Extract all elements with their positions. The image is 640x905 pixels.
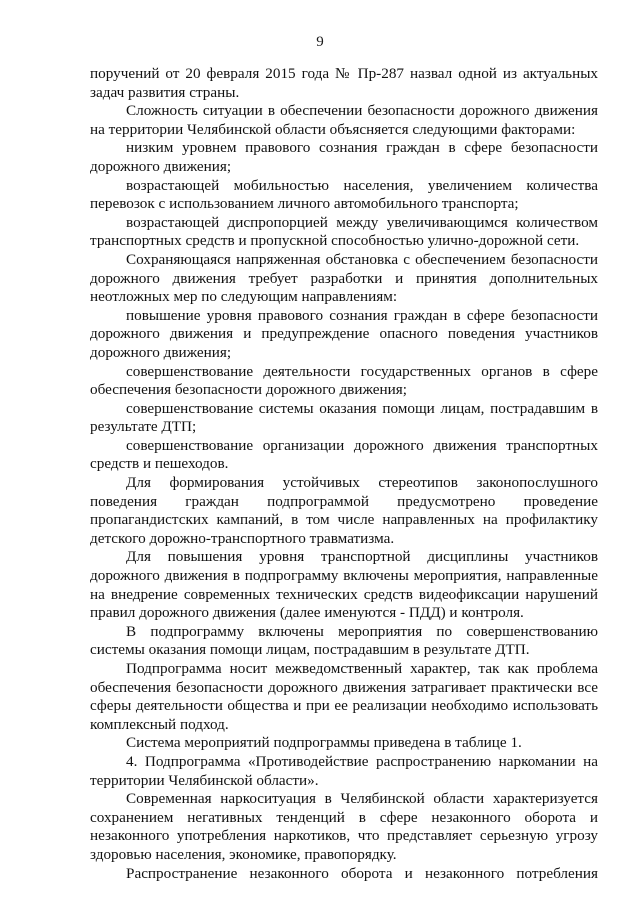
page-number: 9 [316,34,324,50]
paragraph-continuation: поручений от 20 февраля 2015 года № Пр-287 назвал одной из актуальных задач развития страны. [90,65,598,101]
paragraph-interagency: Подпрограмма носит межведомственный характер, так как проблема обеспечения безопасности дорожного движения затрагивает практически все сферы деятельности общества и при ее реализации необходимо использовать комплексный подход. [90,660,598,733]
paragraph-propaganda-campaigns: Для формирования устойчивых стереотипов законопослушного поведения граждан подпрограммой предусмотрено проведение пропагандистских кампаний, в том числе направленных на профилактику детского дорожно-транспортного травматизма. [90,474,598,547]
paragraph-factor-mobility: возрастающей мобильностью населения, увеличением количества перевозок с использованием личного автомобильного транспорта; [90,176,598,213]
paragraph-measure-awareness: повышение уровня правового сознания граждан в сфере безопасности дорожного движения и предупреждение опасного поведения участников дорожного движения; [90,306,598,361]
paragraph-factor-disproportion: возрастающей диспропорцией между увеличивающимся количеством транспортных средств и пропускной способностью улично-дорожной сети. [90,213,598,250]
paragraph-measure-traffic-organization: совершенствование организации дорожного движения транспортных средств и пешеходов. [90,436,598,473]
paragraph-factor-legal-awareness: низким уровнем правового сознания граждан в сфере безопасности дорожного движения; [90,139,598,175]
paragraph-measures-intro: Сохраняющаяся напряженная обстановка с обеспечением безопасности дорожного движения требует разработки и принятия дополнительных неотложных мер по следующим направлениям: [90,250,598,306]
document-body [90,65,598,883]
paragraph-table-reference: Система мероприятий подпрограммы приведена в таблице 1. [126,734,522,752]
paragraph-assistance-system: В подпрограмму включены мероприятия по совершенствованию системы оказания помощи лицам, пострадавшим в результате ДТП. [90,622,598,659]
paragraph-measure-state-bodies: совершенствование деятельности государственных органов в сфере обеспечения безопасности дорожного движения; [90,362,598,399]
paragraph-drug-situation: Современная наркоситуация в Челябинской области характеризуется сохранением негативных тенденций в сфере незаконного оборота и незаконного употребления наркотиков, что представляет серьезную угрозу здоровью населения, экономике, правопорядку. [90,790,598,863]
paragraph-measure-victim-assistance: совершенствование системы оказания помощи лицам, пострадавшим в результате ДТП; [90,399,598,436]
paragraph-factors-intro: Сложность ситуации в обеспечении безопасности дорожного движения на территории Челябинской области объясняется следующими факторами: [90,102,598,138]
paragraph-drug-spread: Распространение незаконного оборота и незаконного потребления [126,864,598,882]
section-heading-subprogram-4: 4. Подпрограмма «Противодействие распространению наркомании на территории Челябинской области». [90,752,598,789]
paragraph-video-enforcement: Для повышения уровня транспортной дисциплины участников дорожного движения в подпрограмму включены мероприятия, направленные на внедрение современных технических средств видеофиксации нарушений правил дорожного движения (далее именуются - ПДД) и контроля. [90,548,598,622]
